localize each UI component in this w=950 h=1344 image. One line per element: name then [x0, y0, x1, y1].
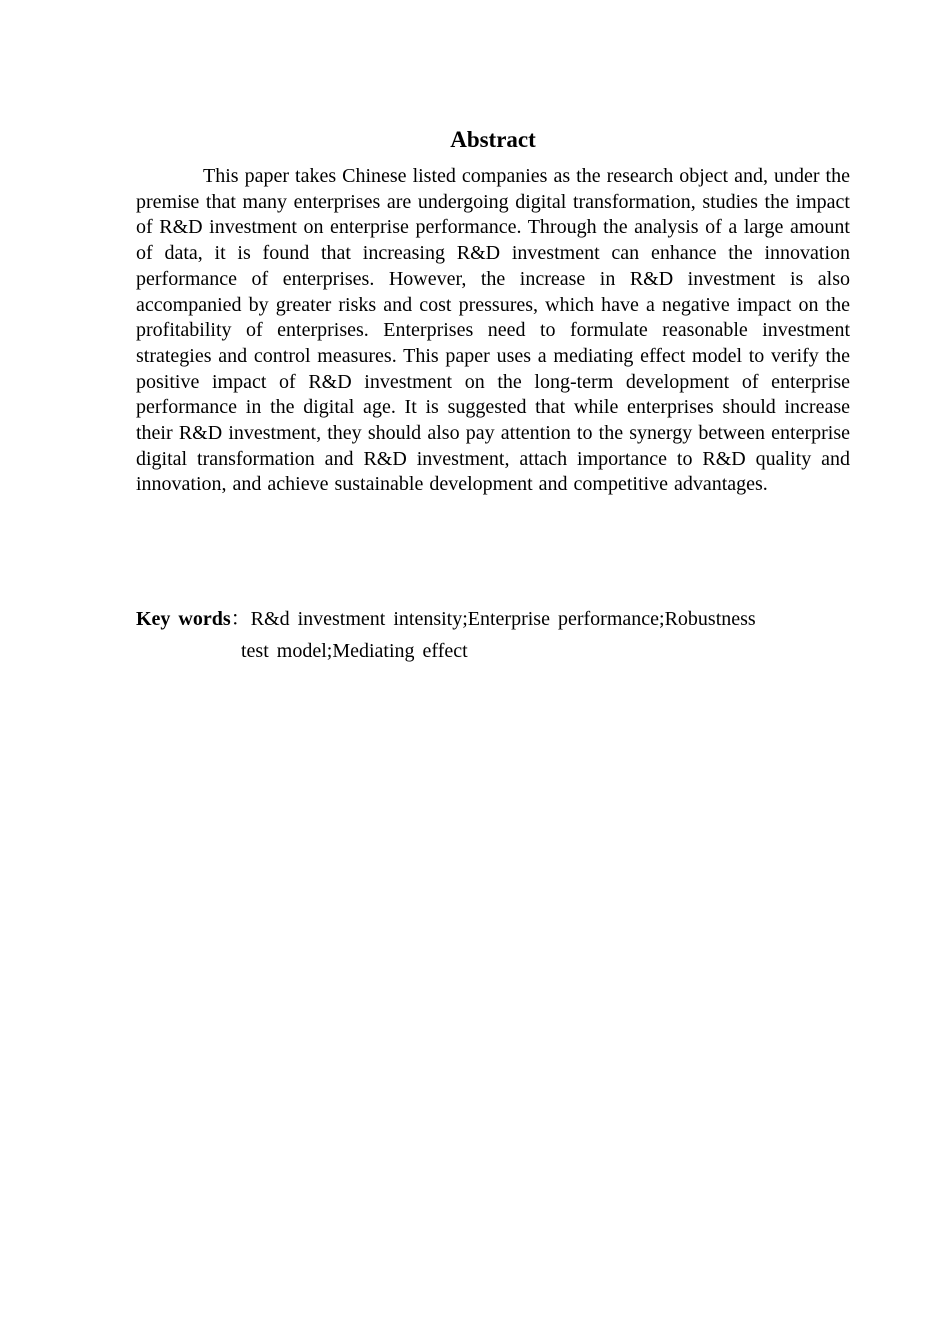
keywords-separator: ：: [230, 608, 251, 630]
keywords-section: [136, 603, 850, 667]
keywords-text-1: R&d investment intensity;Enterprise performance;Robustness: [250, 608, 756, 630]
abstract-title: Abstract: [450, 127, 536, 152]
keywords-label: Key words: [136, 608, 231, 630]
abstract-body: This paper takes Chinese listed companies as the research object and, under the premise that many enterprises are undergoing digital transformation, studies the impact of R&D investment on enterprise performance. Through the analysis of a large amount of data, it is found that increasing R&D investment can enhance the innovation performance of enterprises. However, the increase in R&D investment is also accompanied by greater risks and cost pressures, which have a negative impact on the profitability of enterprises. Enterprises need to formulate reasonable investment strategies and control measures. This paper uses a mediating effect model to verify the positive impact of R&D investment on the long-term development of enterprise performance in the digital age. It is suggested that while enterprises should increase their R&D investment, they should also pay attention to the synergy between enterprise digital transformation and R&D investment, attach importance to R&D quality and innovation, and achieve sustainable development and competitive advantages.: [136, 165, 850, 496]
keywords-line-1: [136, 603, 850, 635]
keywords-line-2: test model;Mediating effect: [241, 640, 468, 662]
